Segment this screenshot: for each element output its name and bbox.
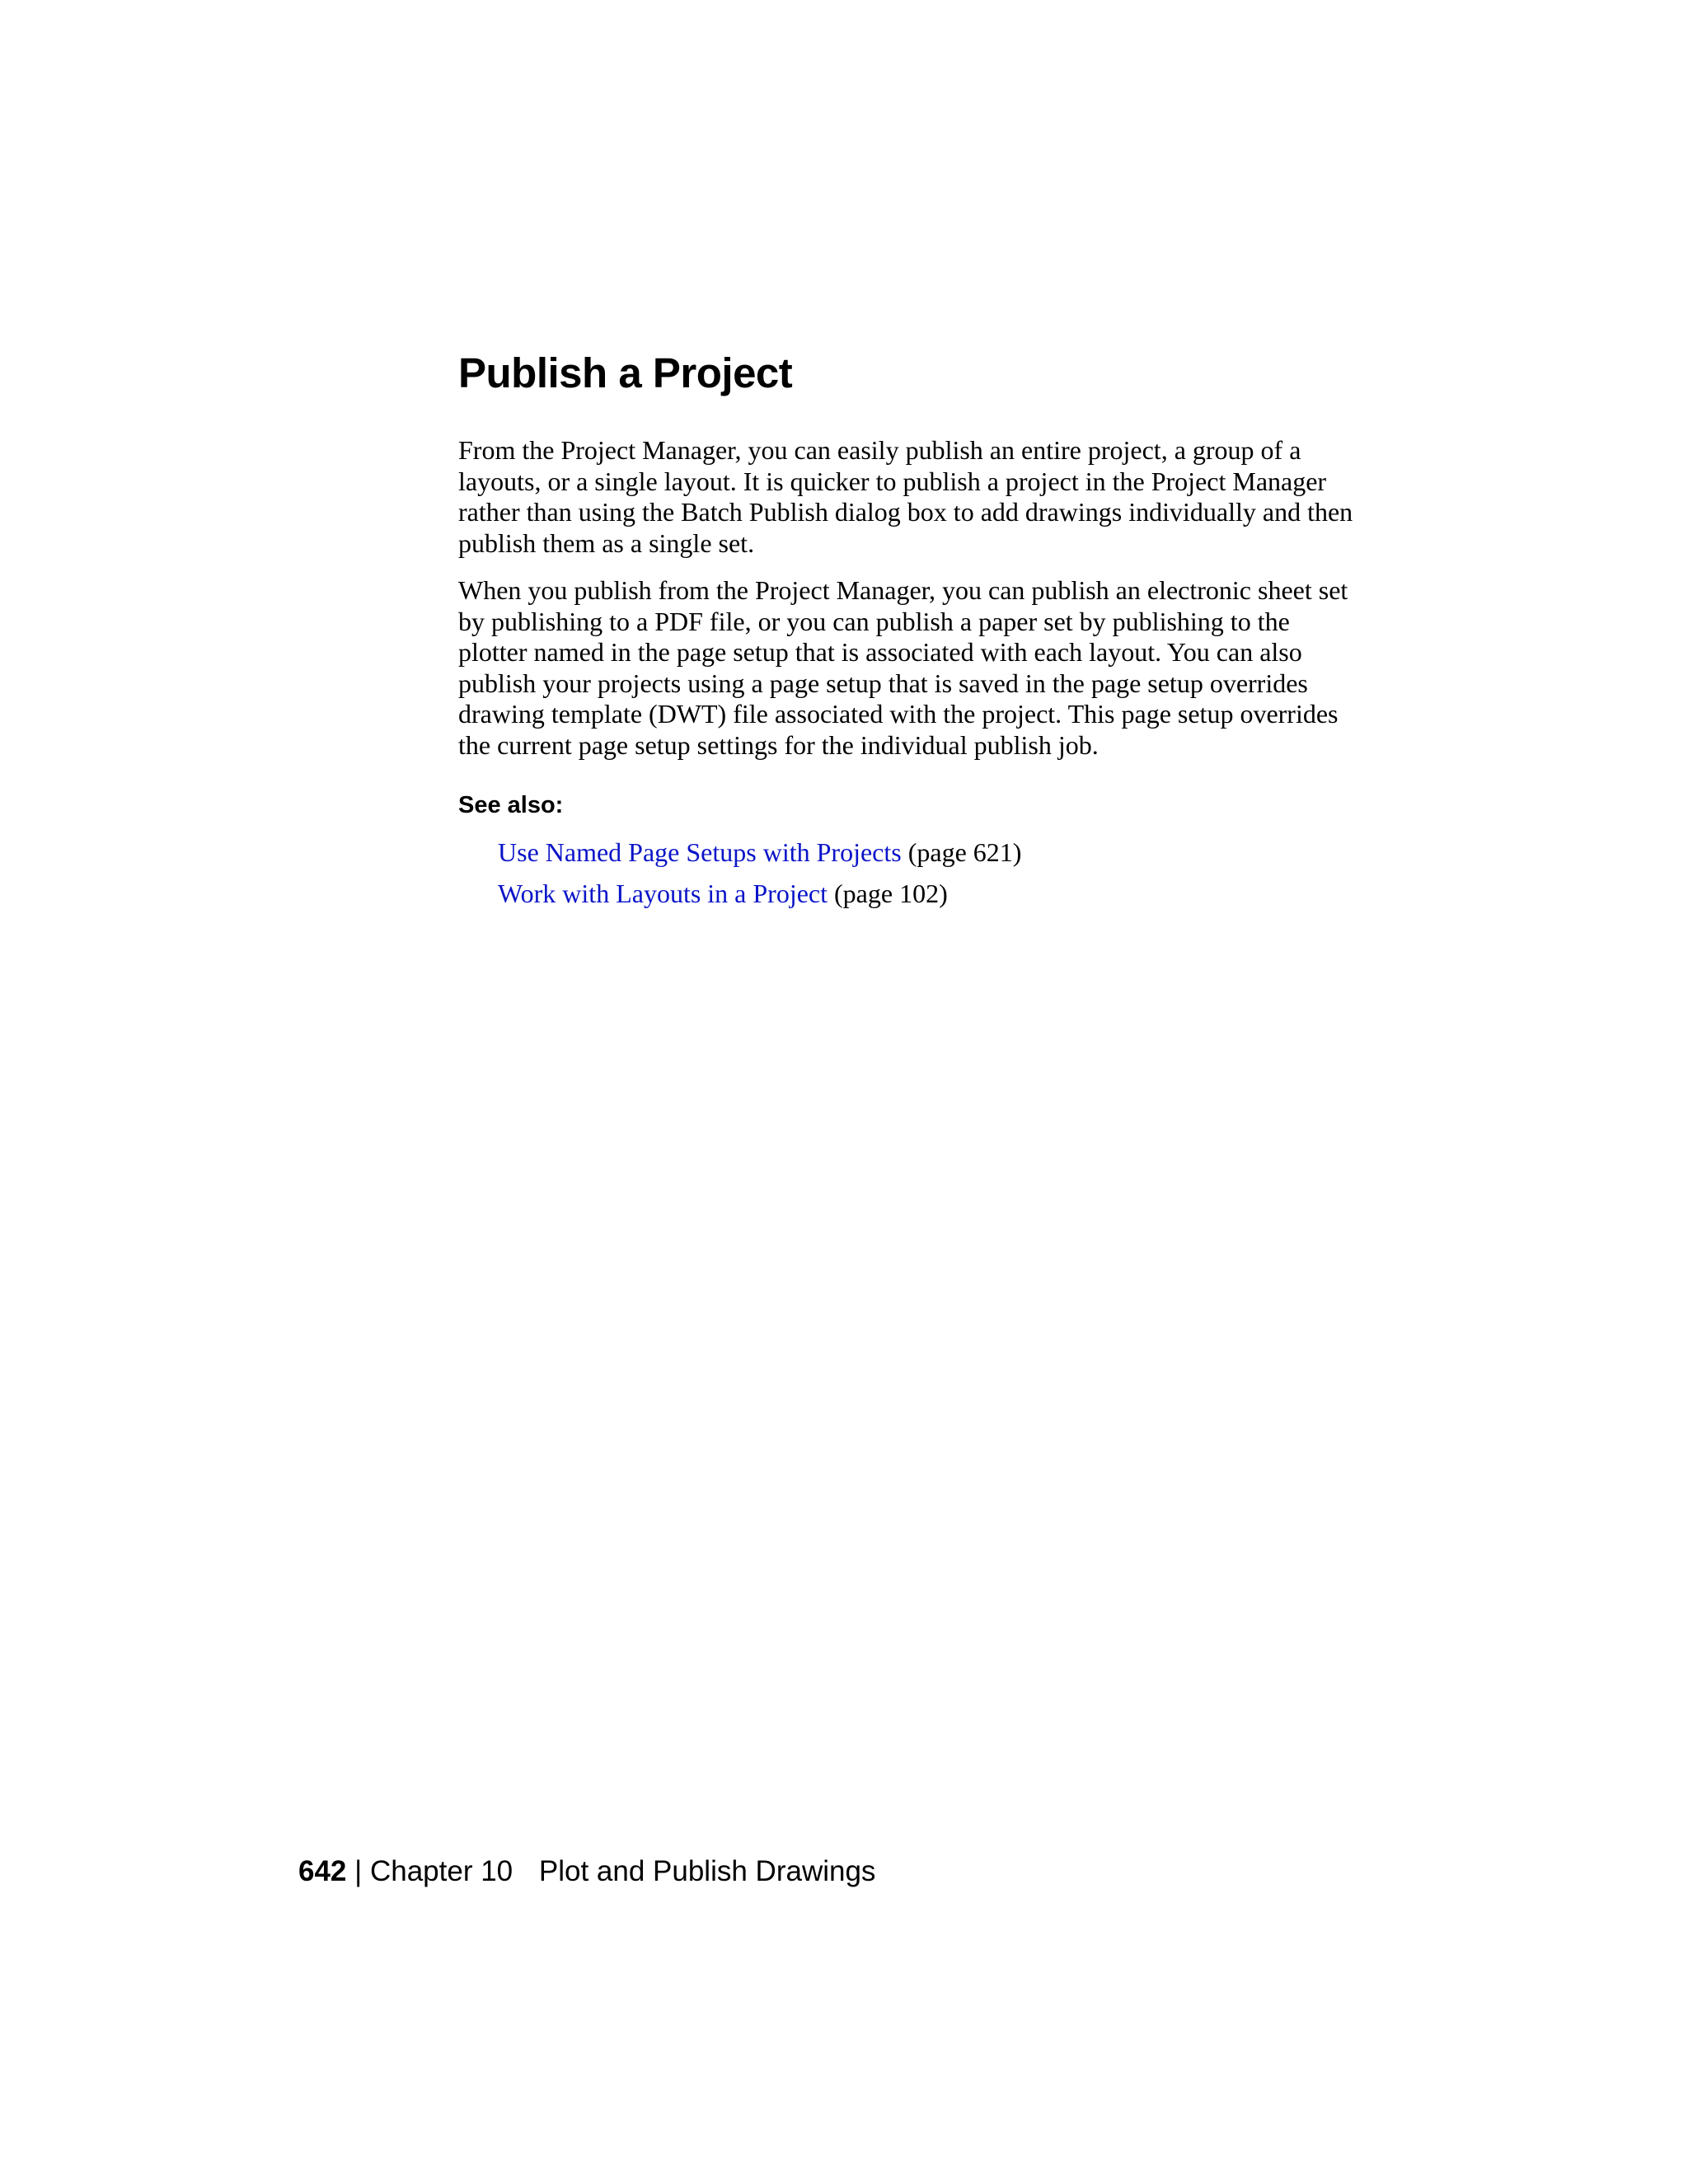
body-paragraph-1: From the Project Manager, you can easily publish an entire project, a group of a layouts, or a single layout. It is quicker to publish a project in the Project Manager rather than using the Batch Publish dialog box to add drawings individually and then publish them as a single set. [458,435,1353,558]
chapter-label: Chapter 10 [369,1855,513,1887]
link-work-with-layouts[interactable]: Work with Layouts in a Project [498,879,828,908]
page-reference: (page 621) [907,837,1022,867]
footer-separator: | [354,1855,363,1887]
page-number: 642 [298,1855,347,1887]
chapter-title: Plot and Publish Drawings [538,1855,876,1887]
link-use-named-page-setups[interactable]: Use Named Page Setups with Projects [498,837,902,867]
page-footer [298,1853,875,1891]
page-reference: (page 102) [834,879,948,908]
body-paragraph-2: When you publish from the Project Manager, you can publish an electronic sheet set by publishing to a PDF file, or you can publish a paper set by publishing to the plotter named in the page setup that is associated with each layout. You can also publish your projects using a page setup that is saved in the page setup overrides drawing template (DWT) file associated with the project. This page setup overrides the current page setup settings for the individual publish job. [458,575,1348,760]
see-also-label: See also: [458,792,564,818]
page-title: Publish a Project [458,349,793,396]
see-also-item [498,832,1357,873]
page-content [458,346,1357,914]
see-also-list [458,832,1357,914]
see-also-item [498,873,1357,914]
